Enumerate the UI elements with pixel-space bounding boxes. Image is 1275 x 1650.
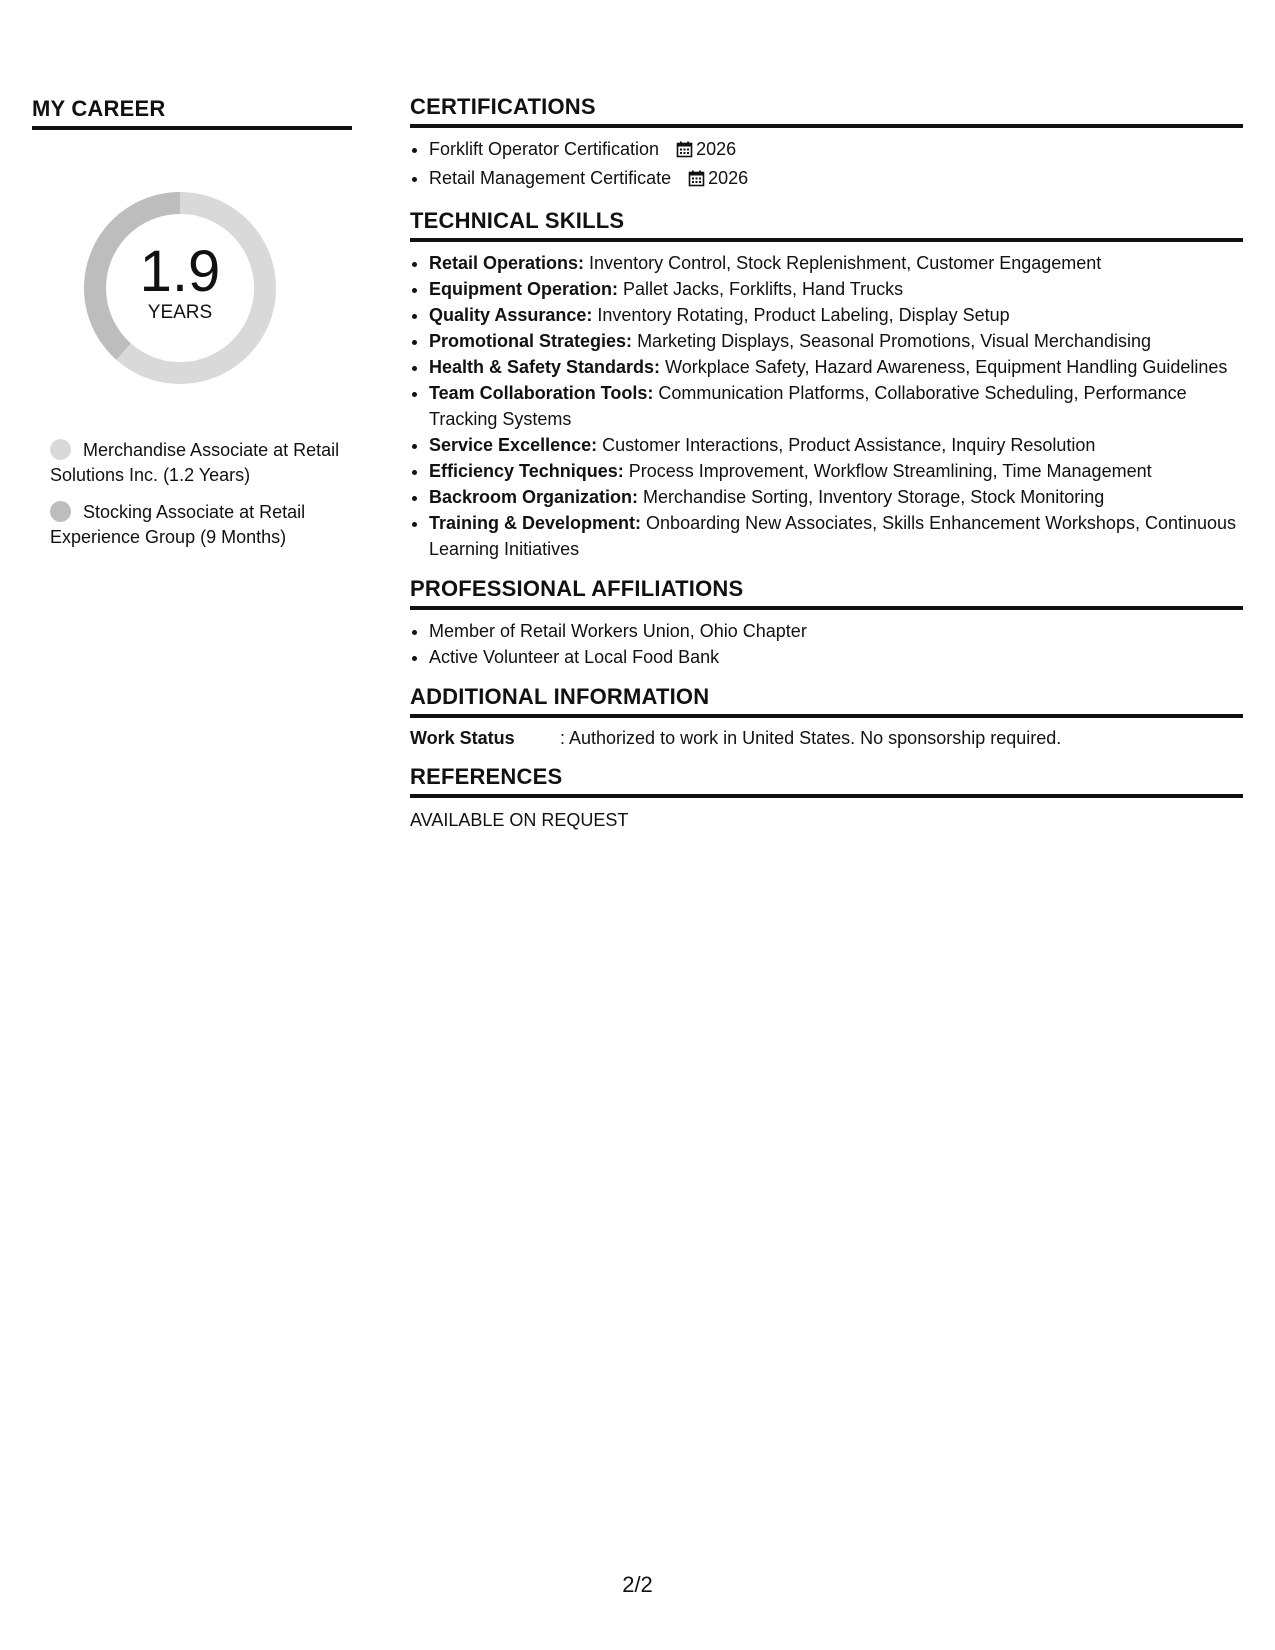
skill-item xyxy=(429,432,1243,458)
legend-dot-icon xyxy=(50,439,71,460)
skill-text: Inventory Rotating, Product Labeling, Display Setup xyxy=(597,305,1010,325)
additional-info-section xyxy=(410,684,1243,750)
career-panel xyxy=(32,96,352,562)
career-heading: MY CAREER xyxy=(32,96,352,130)
section-title: TECHNICAL SKILLS xyxy=(410,208,1243,242)
section-title: ADDITIONAL INFORMATION xyxy=(410,684,1243,718)
affiliations-list xyxy=(410,618,1243,670)
skill-label: Quality Assurance: xyxy=(429,305,593,325)
skill-label: Retail Operations: xyxy=(429,253,585,273)
total-years-value: 1.9 xyxy=(139,239,221,304)
skill-label: Backroom Organization: xyxy=(429,487,639,507)
skill-label: Training & Development: xyxy=(429,513,642,533)
skill-text: Process Improvement, Workflow Streamlining, Time Management xyxy=(628,461,1152,481)
skill-label: Health & Safety Standards: xyxy=(429,357,661,377)
skill-item xyxy=(429,510,1243,562)
references-section xyxy=(410,764,1243,832)
certification-year: 2026 xyxy=(708,168,749,188)
career-legend-item xyxy=(50,438,340,488)
calendar-icon xyxy=(688,168,705,194)
certifications-section xyxy=(410,94,1243,194)
certification-name: Forklift Operator Certification xyxy=(429,139,660,159)
skill-item xyxy=(429,354,1243,380)
skill-text: Communication Platforms, Collaborative Scheduling, Performance Tracking Systems xyxy=(429,383,1187,429)
affiliations-section xyxy=(410,576,1243,670)
skill-item xyxy=(429,302,1243,328)
skill-text: Onboarding New Associates, Skills Enhancement Workshops, Continuous Learning Initiatives xyxy=(429,513,1237,559)
technical-skills-section xyxy=(410,208,1243,562)
work-status-row xyxy=(410,726,1243,750)
work-status-label: Work Status xyxy=(410,728,515,748)
section-title: REFERENCES xyxy=(410,764,1243,798)
references-text: AVAILABLE ON REQUEST xyxy=(410,810,629,830)
skill-text: Marketing Displays, Seasonal Promotions, Visual Merchandising xyxy=(637,331,1151,351)
skill-item xyxy=(429,484,1243,510)
affiliation-item: • Member of Retail Workers Union, Ohio Chapter xyxy=(429,618,1243,644)
calendar-icon xyxy=(676,139,693,165)
skill-label: Service Excellence: xyxy=(429,435,598,455)
affiliation-item: • Active Volunteer at Local Food Bank xyxy=(429,644,1243,670)
skill-item xyxy=(429,458,1243,484)
section-title: CERTIFICATIONS xyxy=(410,94,1243,128)
skill-label: Promotional Strategies: xyxy=(429,331,633,351)
certification-item xyxy=(429,165,1243,194)
section-title: PROFESSIONAL AFFILIATIONS xyxy=(410,576,1243,610)
total-years-unit: YEARS xyxy=(147,302,213,323)
skill-item xyxy=(429,250,1243,276)
work-status-value: : Authorized to work in United States. No sponsorship required. xyxy=(560,728,1062,748)
certifications-list xyxy=(410,136,1243,194)
donut-center xyxy=(66,174,294,402)
career-donut-chart xyxy=(66,174,294,402)
skill-label: Efficiency Techniques: xyxy=(429,461,624,481)
skill-item xyxy=(429,380,1243,432)
career-legend xyxy=(50,438,340,550)
certification-item xyxy=(429,136,1243,165)
skill-item xyxy=(429,276,1243,302)
resume-main xyxy=(410,94,1243,846)
certification-year: 2026 xyxy=(696,139,737,159)
career-legend-label: Merchandise Associate at Retail Solutions Inc. (1.2 Years) xyxy=(50,440,340,485)
career-legend-label: Stocking Associate at Retail Experience Group (9 Months) xyxy=(50,502,306,547)
technical-skills-list xyxy=(410,250,1243,562)
skill-label: Equipment Operation: xyxy=(429,279,618,299)
skill-text: Workplace Safety, Hazard Awareness, Equipment Handling Guidelines xyxy=(665,357,1228,377)
certification-name: Retail Management Certificate xyxy=(429,168,672,188)
skill-text: Merchandise Sorting, Inventory Storage, Stock Monitoring xyxy=(643,487,1105,507)
legend-dot-icon xyxy=(50,501,71,522)
skill-item xyxy=(429,328,1243,354)
career-legend-item xyxy=(50,500,340,550)
skill-text: Inventory Control, Stock Replenishment, Customer Engagement xyxy=(589,253,1102,273)
skill-text: Customer Interactions, Product Assistance, Inquiry Resolution xyxy=(602,435,1096,455)
skill-text: Pallet Jacks, Forklifts, Hand Trucks xyxy=(623,279,904,299)
page-number: 2/2 xyxy=(622,1572,653,1597)
skill-label: Team Collaboration Tools: xyxy=(429,383,654,403)
